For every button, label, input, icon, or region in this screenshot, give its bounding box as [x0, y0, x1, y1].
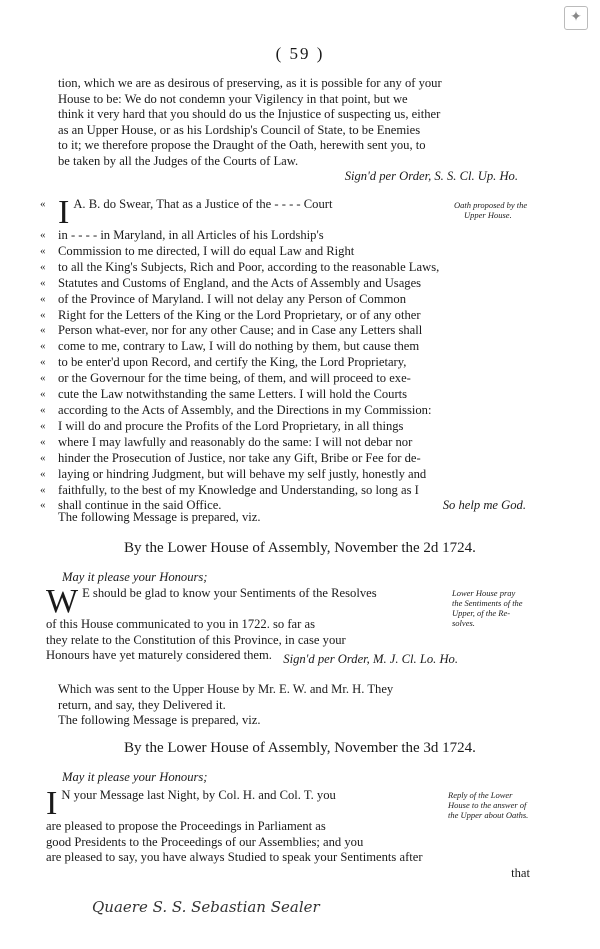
heading-2: By the Lower House of Assembly, November the 3d 1724.	[124, 740, 476, 756]
oath-line: « I A. B. do Swear, That as a Justice of the - - - - Court	[40, 197, 333, 228]
text-line: as an Upper House, or as his Lordship's Council of State, to be Enemies	[58, 122, 421, 137]
text-line: tion, which we are as desirous of preserving, as it is possible for any of your	[58, 76, 442, 90]
message1-side-note: Lower House pray the Sentiments of the Upper, of the Re- solves.	[452, 588, 523, 628]
oath-line: « Statutes and Customs of England, and the Acts of Assembly and Usages	[40, 275, 422, 290]
salutation-1: May it please your Honours;	[62, 570, 208, 584]
text-line: think it very hard that you should do us the Injustice of suspecting us, either	[58, 107, 441, 121]
message1-body: W E should be glad to know your Sentiments of the Resolves of this House communicated to you in 1722. so far as they relate to the Constitution of this Province, in case your Honours have yet maturely considered them.	[46, 586, 377, 662]
sent-paragraph: Which was sent to the Upper House by Mr. E. W. and Mr. H. They return, and say, they Delivered it. The following Message is prepared, viz.	[58, 682, 528, 729]
heading-1: By the Lower House of Assembly, November the 2d 1724.	[124, 540, 476, 556]
handwritten-signature: Quaere S. S. Sebastian Sealer	[92, 898, 320, 916]
oath-line: « cute the Law notwithstanding the same Letters. I will hold the Courts	[40, 387, 408, 402]
oath-line: « to be enter'd upon Record, and certify the King, the Lord Proprietary,	[40, 355, 407, 370]
oath-line: « to all the King's Subjects, Rich and Poor, according to the reasonable Laws,	[40, 259, 440, 274]
message-prepared-2: The following Message is prepared, viz.	[58, 713, 261, 727]
message2-dropcap: I	[46, 788, 58, 819]
top-paragraph	[58, 76, 528, 185]
catchword: that	[511, 865, 530, 880]
message1-dropcap: W	[46, 586, 79, 617]
oath-line: « in - - - - in Maryland, in all Articles of his Lordship's	[40, 228, 324, 242]
oath-dropcap: I	[58, 197, 70, 228]
oath-text	[40, 197, 540, 514]
oath-line: « I will do and procure the Profits of the Lord Proprietary, in all things	[40, 418, 404, 433]
oath-line: « Commission to me directed, I will do equal Law and Right	[40, 243, 355, 258]
oath-line: « faithfully, to the best of my Knowledge and Understanding, so long as I	[40, 482, 419, 497]
top-signature: Sign'd per Order, S. S. Cl. Up. Ho.	[344, 169, 518, 183]
oath-line: « where I may lawfully and reasonably do the same: I will not debar nor	[40, 434, 413, 449]
text-line: be taken by all the Judges of the Courts of Law.	[58, 153, 299, 168]
oath-line: « come to me, contrary to Law, I will do nothing by them, but cause them	[40, 339, 420, 354]
message1-signature: Sign'd per Order, M. J. Cl. Lo. Ho.	[283, 652, 458, 666]
text-line: to it; we therefore propose the Draught of the Oath, herewith sent you, to	[58, 138, 426, 152]
oath-line: « Person what-ever, nor for any other Cause; and in Case any Letters shall	[40, 323, 423, 338]
message-prepared-1: The following Message is prepared, viz.	[58, 510, 261, 524]
corner-mark: ✦	[564, 6, 588, 30]
oath-line: « according to the Acts of Assembly, and the Directions in my Commission:	[40, 402, 432, 417]
oath-line: « or the Governour for the time being, of them, and will proceed to exe-	[40, 371, 411, 386]
oath-line: « Right for the Letters of the King or the Lord Proprietary, or of any other	[40, 307, 421, 322]
oath-line: « hinder the Prosecution of Justice, nor take any Gift, Bribe or Fee for de-	[40, 450, 421, 465]
oath-side-note: Oath proposed by the Upper House.	[454, 200, 528, 220]
oath-line: « of the Province of Maryland. I will not delay any Person of Common	[40, 291, 407, 306]
message2-body: I N your Message last Night, by Col. H. and Col. T. you are pleased to propose the Proceedings in Parliament as good Presidents to the Proceedings of our Assemblies; and you are pleased to say, you have always Studied to speak your Sentiments after that	[46, 788, 536, 881]
message2-side-note: Reply of the Lower House to the answer of the Upper about Oaths.	[448, 790, 529, 820]
text-line: House to be: We do not condemn your Vigilency in that point, but we	[58, 91, 408, 106]
oath-line: « laying or hindring Judgment, but will behave my self justly, honestly and	[40, 466, 427, 481]
oath-closing: So help me God.	[442, 498, 526, 513]
page-number: ( 59 )	[275, 44, 325, 63]
salutation-2: May it please your Honours;	[62, 770, 208, 784]
oath-line: « shall continue in the said Office. So help me God.	[40, 498, 540, 514]
quote-mark: «	[40, 198, 46, 210]
